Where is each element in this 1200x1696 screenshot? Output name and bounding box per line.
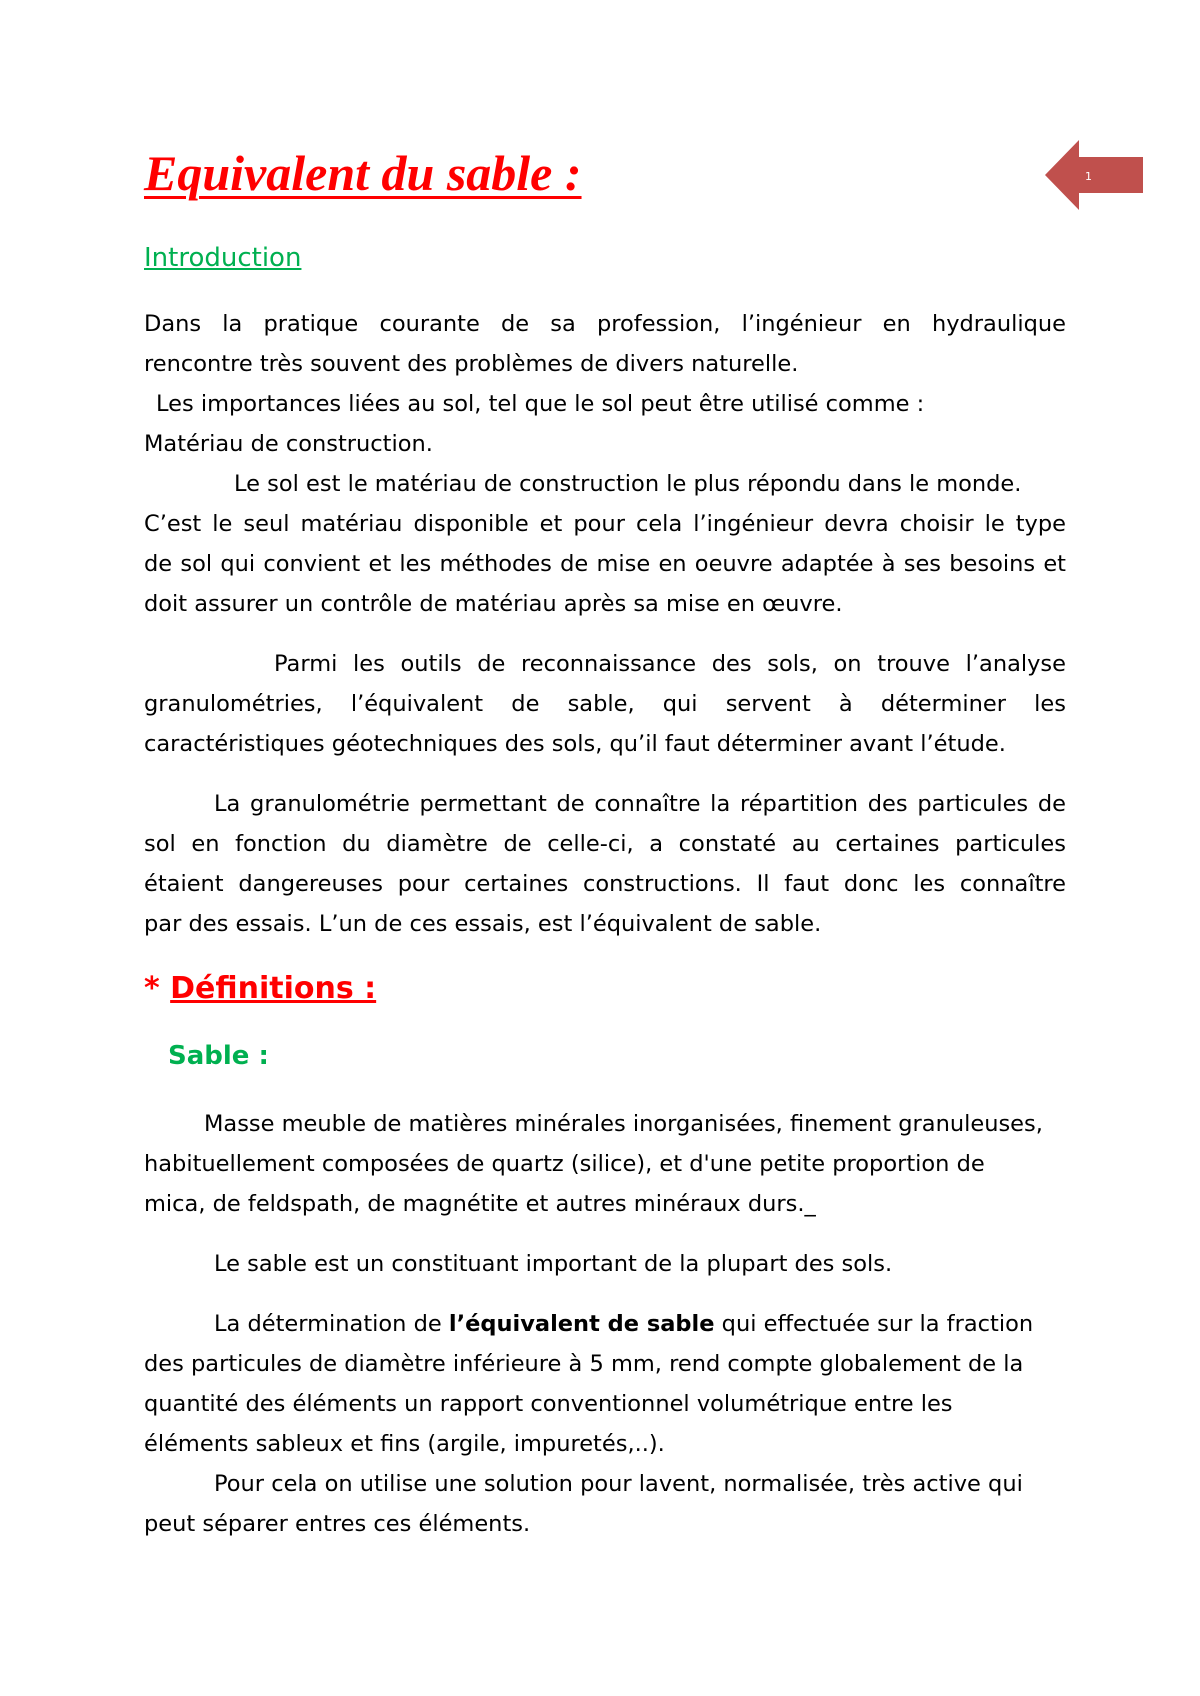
paragraph-9-line-4: éléments sableux et fins (argile, impuretés,..). [144, 1431, 665, 1457]
paragraph-9-line-2: des particules de diamètre inférieure à 5 mm, rend compte globalement de la [144, 1351, 1024, 1377]
paragraph-2: Les importances liées au sol, tel que le sol peut être utilisé comme : [156, 391, 925, 417]
paragraph-7-line-1: Masse meuble de matières minérales inorganisées, finement granuleuses, [204, 1111, 1043, 1137]
paragraph-9-line-1 [214, 1304, 1066, 1344]
arrow-label: 1 [1085, 170, 1092, 183]
paragraph-4-line-1: Le sol est le matériau de construction le plus répondu dans le monde. [234, 471, 1022, 497]
paragraph-6-line-4: par des essais. L’un de ces essais, est l’équivalent de sable. [144, 911, 822, 937]
paragraph-4-line-3: de sol qui convient et les méthodes de mise en oeuvre adaptée à ses besoins et [144, 551, 1066, 577]
paragraph-9-text-a: La détermination de [214, 1311, 449, 1337]
paragraph-1-line-2: rencontre très souvent des problèmes de divers naturelle. [144, 351, 799, 377]
paragraph-7-line-3: mica, de feldspath, de magnétite et autres minéraux durs._ [144, 1191, 816, 1217]
paragraph-6-line-3: étaient dangereuses pour certaines constructions. Il faut donc les connaître [144, 871, 1066, 897]
paragraph-8: Le sable est un constituant important de la plupart des sols. [214, 1251, 893, 1277]
paragraph-5-line-1: Parmi les outils de reconnaissance des sols, on trouve l’analyse [274, 651, 1066, 677]
paragraph-7-line-2: habituellement composées de quartz (silice), et d'une petite proportion de [144, 1151, 985, 1177]
paragraph-1-line-1: Dans la pratique courante de sa profession, l’ingénieur en hydraulique [144, 311, 1066, 337]
paragraph-4-line-4: doit assurer un contrôle de matériau après sa mise en œuvre. [144, 591, 843, 617]
paragraph-4-line-2: C’est le seul matériau disponible et pour cela l’ingénieur devra choisir le type [144, 511, 1066, 537]
paragraph-6-line-2: sol en fonction du diamètre de celle-ci, a constaté au certaines particules [144, 831, 1066, 857]
page-title: Equivalent du sable : [144, 145, 582, 201]
definitions-star: * [144, 971, 171, 1006]
definitions-label: Définitions : [170, 971, 377, 1006]
paragraph-6-line-1: La granulométrie permettant de connaître la répartition des particules de [214, 791, 1066, 817]
paragraph-10-line-2: peut séparer entres ces éléments. [144, 1511, 531, 1537]
paragraph-9-text-b: qui effectuée sur la fraction [714, 1311, 1034, 1337]
introduction-heading: Introduction [144, 243, 302, 273]
definitions-heading [144, 970, 376, 1008]
paragraph-5-line-3: caractéristiques géotechniques des sols, qu’il faut déterminer avant l’étude. [144, 731, 1006, 757]
back-arrow-icon[interactable] [1045, 140, 1143, 210]
paragraph-3: Matériau de construction. [144, 431, 433, 457]
paragraph-10-line-1: Pour cela on utilise une solution pour lavent, normalisée, très active qui [214, 1471, 1023, 1497]
sable-heading: Sable : [168, 1041, 269, 1071]
paragraph-9-bold-term: l’équivalent de sable [448, 1311, 715, 1337]
paragraph-9-line-3: quantité des éléments un rapport conventionnel volumétrique entre les [144, 1391, 953, 1417]
paragraph-5-line-2: granulométries, l’équivalent de sable, qui servent à déterminer les [144, 691, 1066, 717]
